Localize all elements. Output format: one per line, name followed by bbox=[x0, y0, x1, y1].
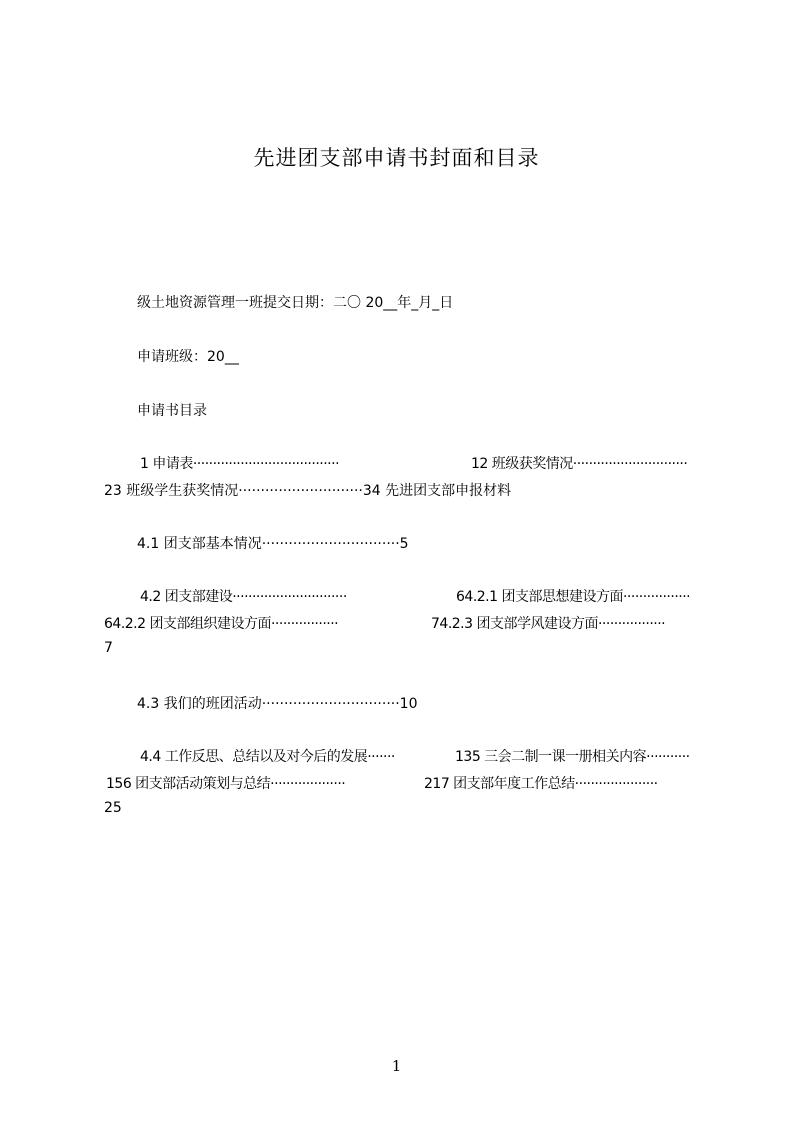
toc-entry: 64.2.1 团支部思想建设方面················· bbox=[456, 589, 691, 605]
toc-entry: 156 团支部活动策划与总结··················· bbox=[106, 776, 346, 792]
toc-entry: 135 三会二制一课一册相关内容··········· bbox=[455, 749, 690, 765]
page-number: 1 bbox=[391, 1057, 402, 1075]
toc-entry: 4.4 工作反思、总结以及对今后的发展······· bbox=[140, 749, 395, 765]
class-line: 申请班级：20__ bbox=[137, 349, 239, 365]
toc-entry: 23 班级学生获奖情况····························34 先进团支部申报材料 bbox=[104, 483, 512, 499]
toc-entry: 4.2 团支部建设····························· bbox=[140, 589, 347, 605]
toc-entry: 4.1 团支部基本情况·······························5 bbox=[137, 536, 409, 552]
toc-entry: 64.2.2 团支部组织建设方面················· bbox=[104, 616, 339, 632]
toc-entry: 74.2.3 团支部学风建设方面················· bbox=[431, 616, 666, 632]
document-title: 先进团支部申请书封面和目录 bbox=[253, 146, 540, 170]
toc-entry: 12 班级获奖情况····························· bbox=[471, 456, 688, 472]
toc-entry: 1 申请表····································· bbox=[140, 456, 340, 472]
toc-entry: 4.3 我们的班团活动·······························10 bbox=[137, 696, 418, 712]
toc-heading: 申请书目录 bbox=[137, 403, 207, 419]
toc-entry: 7 bbox=[104, 640, 113, 656]
submit-date-line: 级土地资源管理一班提交日期：二〇 20__年_月_日 bbox=[137, 295, 454, 311]
toc-entry: 25 bbox=[104, 800, 122, 816]
toc-entry: 217 团支部年度工作总结····················· bbox=[424, 776, 658, 792]
